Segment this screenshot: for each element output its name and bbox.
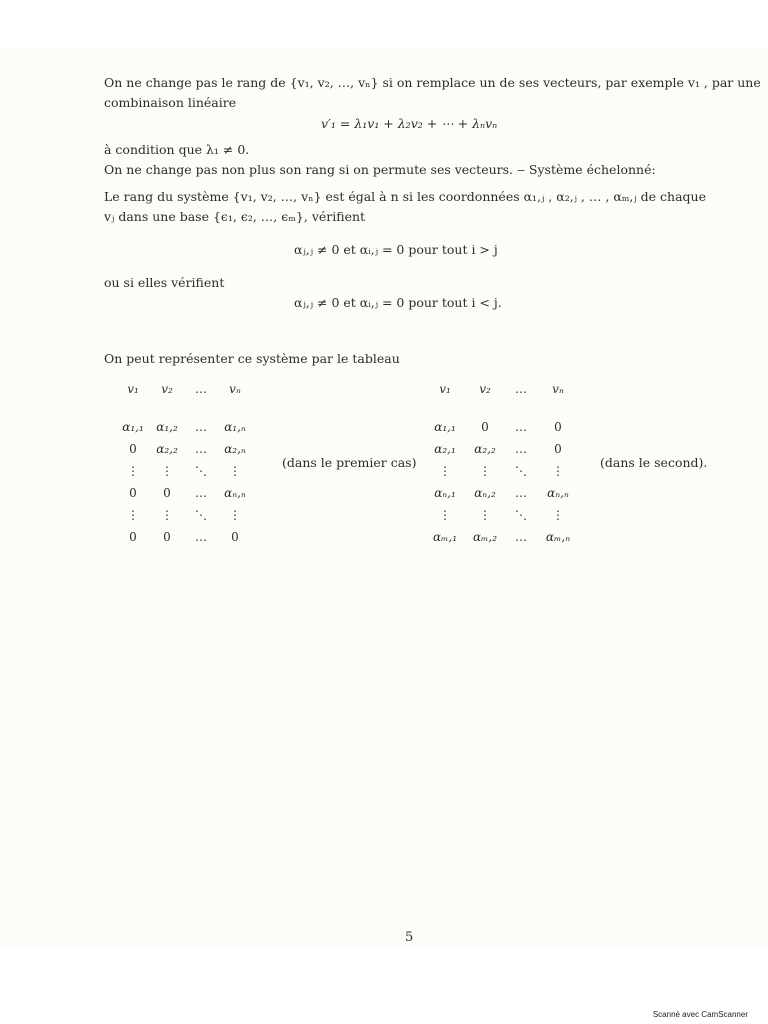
matrix-row — [117, 482, 253, 504]
matrix-cell: 0 — [129, 530, 137, 544]
matrix-cell: ⋱ — [515, 464, 527, 478]
matrix-row — [117, 504, 253, 526]
matrix-cell: ⋱ — [195, 508, 207, 522]
matrix-row — [117, 438, 253, 460]
paragraph-4-line-1: Le rang du système {v₁, v₂, …, vₙ} est égal à n si les coordonnées α₁,ⱼ , α₂,ⱼ , … , αₘ,ⱼ de chaque — [104, 189, 707, 204]
matrix-cell: 0 — [231, 530, 239, 544]
matrix-spacer-row — [117, 400, 253, 416]
matrix-second-case — [427, 378, 581, 548]
matrix-cell: α₁,ₙ — [224, 420, 246, 434]
matrix-cell: α₂,₂ — [156, 442, 178, 456]
paragraph-2: à condition que λ₁ ≠ 0. — [104, 142, 250, 157]
matrix-cell: ⋱ — [515, 508, 527, 522]
camscanner-watermark: Scanné avec CamScanner — [652, 1010, 748, 1019]
matrix-cell: α₁,₁ — [434, 420, 456, 434]
matrix-cell: … — [515, 420, 527, 434]
matrix-header-cell: v₁ — [439, 382, 451, 396]
matrix-row — [427, 416, 581, 438]
matrix-spacer — [117, 400, 253, 416]
matrix-cell: … — [515, 530, 527, 544]
page-number: 5 — [405, 930, 414, 945]
paragraph-5: ou si elles vérifient — [104, 275, 225, 290]
matrix-cell: 0 — [163, 486, 171, 500]
matrix-spacer — [427, 400, 581, 416]
matrix-cell: ⋮ — [439, 508, 451, 522]
matrix-cell: … — [515, 486, 527, 500]
matrix-cell: ⋮ — [127, 464, 139, 478]
matrix-header-cell: v₂ — [479, 382, 491, 396]
matrix-cell: ⋮ — [552, 508, 564, 522]
paragraph-1 — [104, 73, 761, 113]
matrix-cell: ⋮ — [439, 464, 451, 478]
paragraph-1-line-2: combinaison linéaire — [104, 95, 237, 110]
matrix-header-cell: … — [195, 382, 207, 396]
matrix-cell: αₙ,₁ — [434, 486, 456, 500]
paragraph-4-line-2: vⱼ dans une base {ϵ₁, ϵ₂, …, ϵₘ}, vérifient — [104, 209, 366, 224]
paragraph-6: On peut représenter ce système par le tableau — [104, 351, 400, 366]
matrix-cell: 0 — [554, 442, 562, 456]
matrix-cell: α₂,₂ — [474, 442, 496, 456]
matrix-cell: 0 — [129, 486, 137, 500]
matrix-cell: αₘ,₂ — [472, 530, 498, 544]
formula-linear-combination: v′₁ = λ₁v₁ + λ₂v₂ + ⋯ + λₙvₙ — [321, 116, 498, 131]
matrix-cell: … — [515, 442, 527, 456]
matrix-cell: ⋮ — [229, 508, 241, 522]
matrix-cell: ⋮ — [161, 508, 173, 522]
matrix-cell: α₂,₁ — [434, 442, 456, 456]
matrix-row — [427, 460, 581, 482]
matrix-cell: 0 — [129, 442, 137, 456]
note-second-case: (dans le second). — [600, 455, 708, 470]
matrix-cell: α₁,₁ — [122, 420, 144, 434]
matrix-cell: … — [195, 420, 207, 434]
matrix-header-row — [427, 378, 581, 400]
matrix-row — [117, 416, 253, 438]
matrix-row — [427, 504, 581, 526]
matrix-cell: … — [195, 486, 207, 500]
matrix-row — [117, 460, 253, 482]
matrix-row — [427, 438, 581, 460]
matrix-row — [117, 526, 253, 548]
paragraph-3: On ne change pas non plus son rang si on permute ses vecteurs. ‒ Système échelonné: — [104, 162, 656, 177]
matrix-header-cell: v₁ — [127, 382, 139, 396]
matrix-cell: αₙ,₂ — [474, 486, 496, 500]
matrix-cell: 0 — [163, 530, 171, 544]
matrix-cell: … — [195, 530, 207, 544]
matrix-header-cell: v₂ — [161, 382, 173, 396]
matrix-cell: ⋱ — [195, 464, 207, 478]
matrix-spacer-row — [427, 400, 581, 416]
matrix-cell: αₘ,₁ — [432, 530, 458, 544]
matrix-first-case — [117, 378, 253, 548]
matrix-row — [427, 526, 581, 548]
matrix-cell: 0 — [481, 420, 489, 434]
matrix-cell: ⋮ — [127, 508, 139, 522]
matrix-cell: ⋮ — [229, 464, 241, 478]
matrix-cell: … — [195, 442, 207, 456]
matrix-cell: αₘ,ₙ — [545, 530, 571, 544]
scanned-page — [0, 48, 768, 948]
condition-upper-triangular: αⱼ,ⱼ ≠ 0 et αᵢ,ⱼ = 0 pour tout i > j — [294, 242, 498, 257]
matrix-cell: αₙ,ₙ — [547, 486, 569, 500]
matrix-cell: 0 — [554, 420, 562, 434]
matrix-cell: α₁,₂ — [156, 420, 178, 434]
paragraph-4 — [104, 187, 720, 227]
matrix-row — [427, 482, 581, 504]
paragraph-1-line-1: On ne change pas le rang de {v₁, v₂, …, vₙ} si on remplace un de ses vecteurs, par exemple v₁ , par une — [104, 75, 761, 90]
note-first-case: (dans le premier cas) — [282, 455, 417, 470]
matrix-cell: α₂,ₙ — [224, 442, 246, 456]
matrix-header-row — [117, 378, 253, 400]
matrix-header-cell: vₙ — [552, 382, 564, 396]
matrix-cell: ⋮ — [479, 508, 491, 522]
matrix-cell: ⋮ — [479, 464, 491, 478]
matrix-cell: ⋮ — [161, 464, 173, 478]
condition-lower-triangular: αⱼ,ⱼ ≠ 0 et αᵢ,ⱼ = 0 pour tout i < j. — [294, 295, 502, 310]
matrix-header-cell: … — [515, 382, 527, 396]
matrix-header-cell: vₙ — [229, 382, 241, 396]
matrix-cell: ⋮ — [552, 464, 564, 478]
matrix-cell: αₙ,ₙ — [224, 486, 246, 500]
